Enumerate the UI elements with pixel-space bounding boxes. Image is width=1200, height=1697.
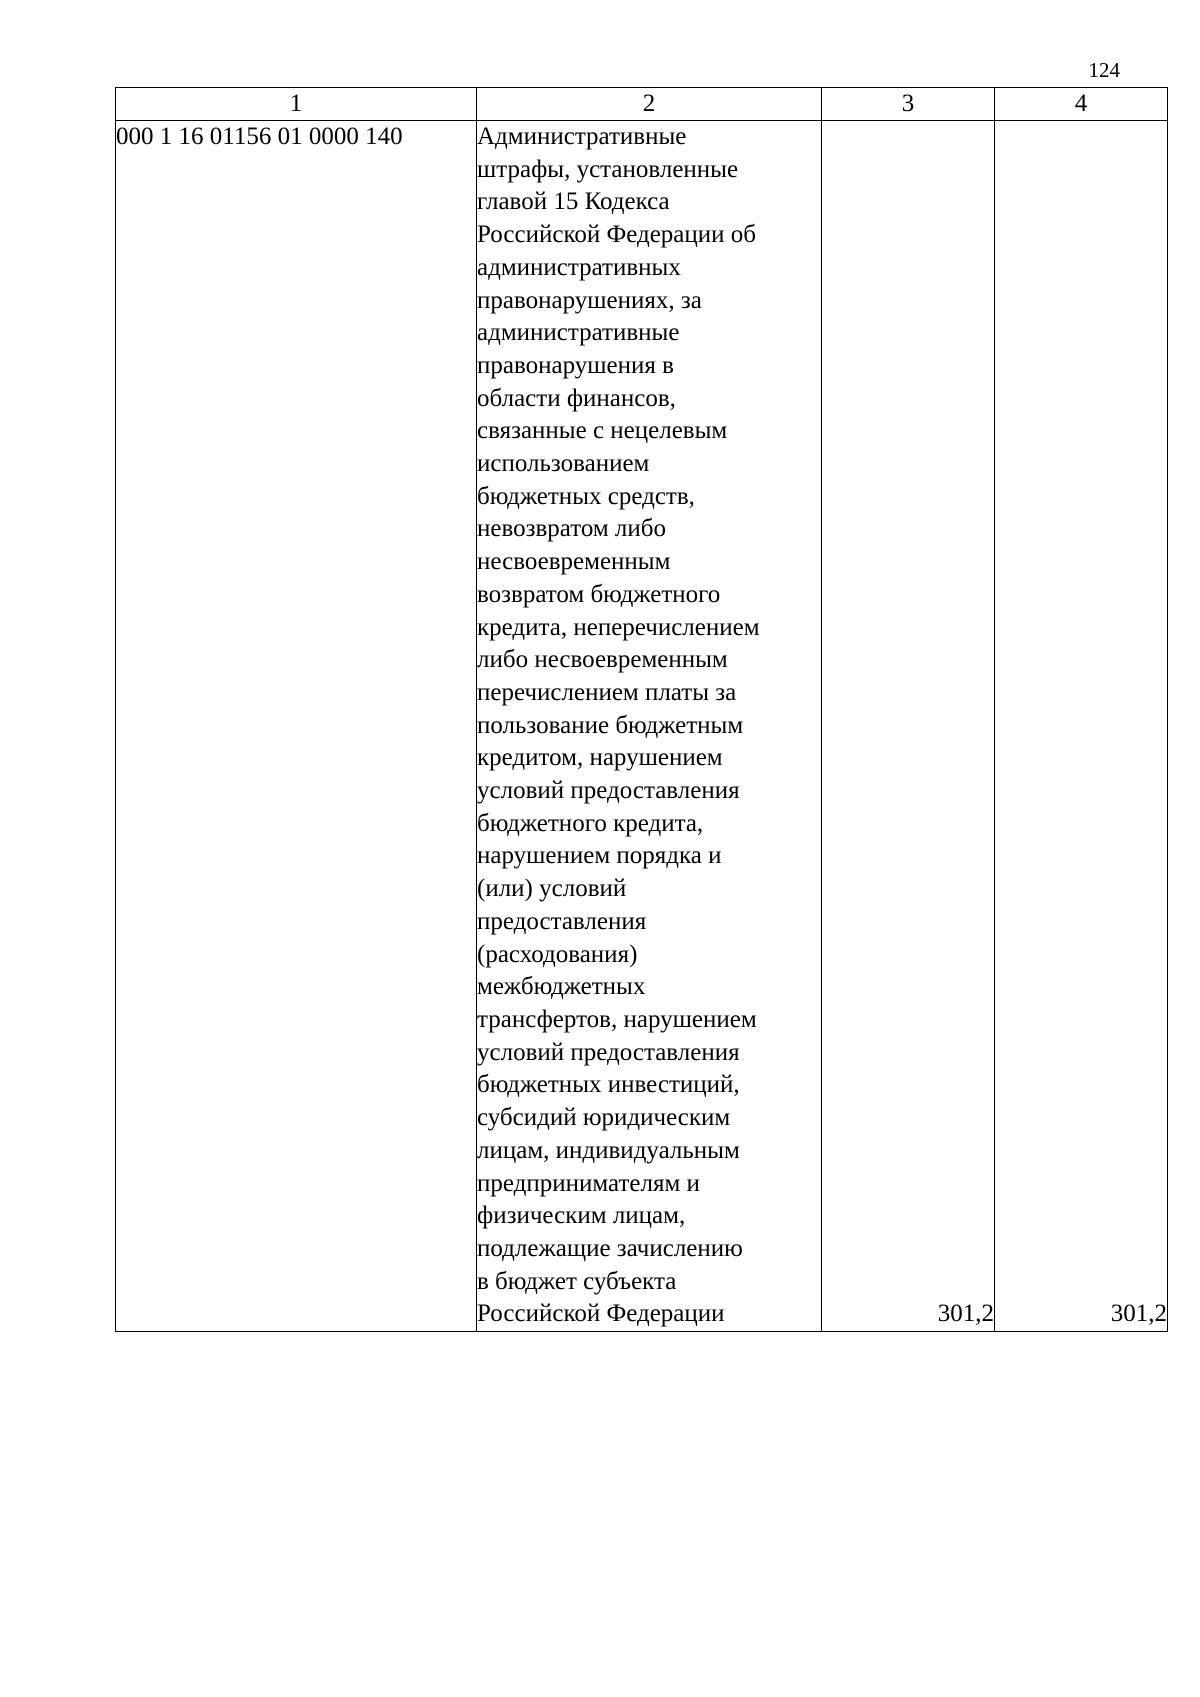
description-line: правонарушения в xyxy=(477,351,674,379)
description-line: Российской Федерации об xyxy=(477,221,756,249)
description-line: пользование бюджетным xyxy=(477,711,744,739)
description-line: Административные xyxy=(477,123,687,150)
description-line: субсидий юридическим xyxy=(477,1104,731,1132)
description-line: главой 15 Кодекса xyxy=(477,188,670,216)
description-line: штрафы, установленные xyxy=(477,155,739,183)
description-line: (или) условий xyxy=(477,875,627,903)
description-line: несвоевременным xyxy=(477,548,671,576)
table-row xyxy=(116,121,1168,1332)
revenue-description xyxy=(477,121,822,1332)
description-line: связанные с нецелевым xyxy=(477,417,728,445)
description-line: использованием xyxy=(477,450,650,478)
column-header-1: 1 xyxy=(116,88,477,121)
description-line: невозвратом либо xyxy=(477,515,667,543)
page-number: 124 xyxy=(1088,58,1120,82)
description-line: области финансов, xyxy=(477,384,676,412)
budget-classification-code: 000 1 16 01156 01 0000 140 xyxy=(116,121,477,1332)
description-line: административные xyxy=(477,319,680,347)
budget-revenue-table xyxy=(115,87,1168,1332)
description-line: правонарушениях, за xyxy=(477,286,702,314)
description-line: (расходования) xyxy=(477,940,638,968)
description-line: подлежащие зачислению xyxy=(477,1234,743,1262)
description-line: предпринимателям и xyxy=(477,1169,700,1197)
description-line: условий предоставления xyxy=(477,777,740,805)
description-line: межбюджетных xyxy=(477,973,646,1001)
description-line: кредита, неперечислением xyxy=(477,613,760,641)
column-header-3: 3 xyxy=(822,88,995,121)
description-line: бюджетного кредита, xyxy=(477,809,704,837)
description-line: бюджетных инвестиций, xyxy=(477,1071,740,1099)
column-header-2: 2 xyxy=(477,88,822,121)
value-column-4: 301,2 xyxy=(995,121,1168,1332)
description-line: трансфертов, нарушением xyxy=(477,1005,757,1033)
description-line: возвратом бюджетного xyxy=(477,580,721,608)
description-line: условий предоставления xyxy=(477,1038,740,1066)
table-header-row xyxy=(116,88,1168,121)
description-line: лицам, индивидуальным xyxy=(477,1136,740,1164)
description-line: физическим лицам, xyxy=(477,1202,686,1230)
description-line: кредитом, нарушением xyxy=(477,744,723,772)
description-line: в бюджет субъекта xyxy=(477,1267,677,1295)
description-line: предоставления xyxy=(477,907,647,935)
description-line: перечислением платы за xyxy=(477,678,737,706)
value-column-3: 301,2 xyxy=(822,121,995,1332)
description-line: либо несвоевременным xyxy=(477,646,728,674)
column-header-4: 4 xyxy=(995,88,1168,121)
description-line: Российской Федерации xyxy=(477,1300,725,1328)
description-line: нарушением порядка и xyxy=(477,842,722,870)
description-line: административных xyxy=(477,253,681,281)
description-line: бюджетных средств, xyxy=(477,482,695,510)
